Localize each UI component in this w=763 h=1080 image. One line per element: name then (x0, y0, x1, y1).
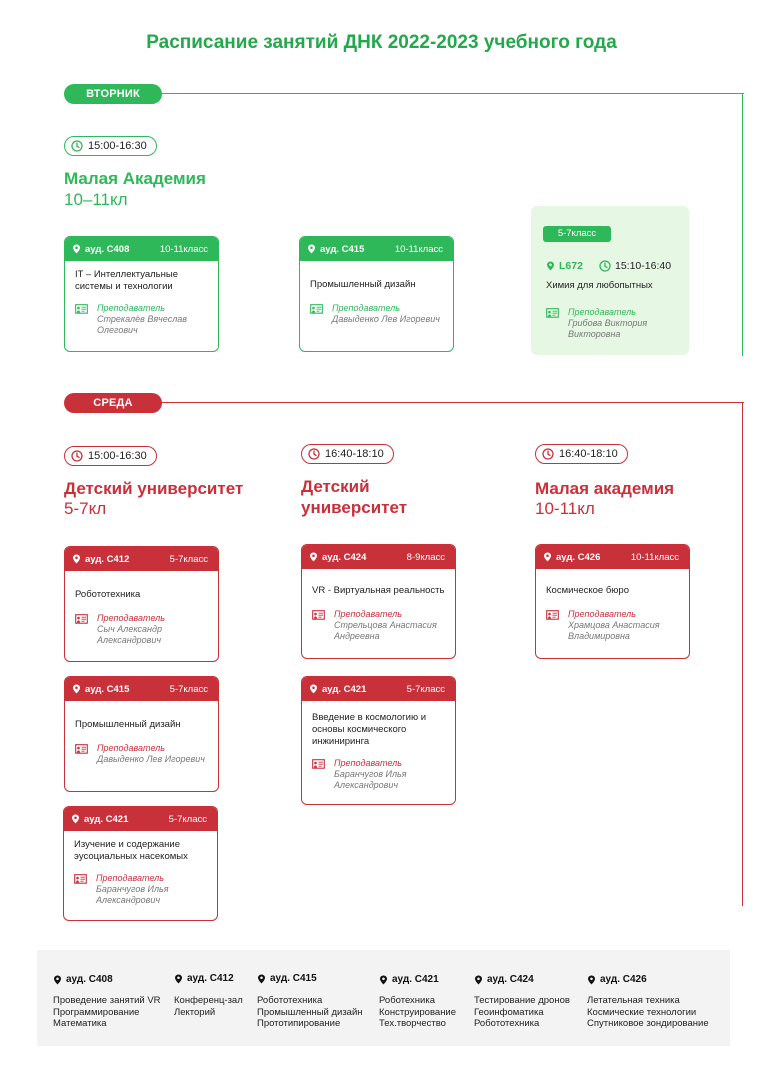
tuesday-rail-horizontal (160, 93, 744, 94)
clock-icon (71, 450, 83, 462)
legend-item: Математика (53, 1018, 107, 1029)
time-text: 15:00-16:30 (88, 450, 147, 462)
legend-item: Роботехника (379, 995, 435, 1006)
location-pin-icon (72, 554, 81, 564)
room-label: ауд. С408 (72, 244, 129, 255)
wednesday-rail-horizontal (160, 402, 744, 403)
time-text: 15:00-16:30 (88, 140, 147, 152)
grade-label: 10-11класс (159, 243, 208, 255)
location-pin-icon (53, 975, 62, 985)
teacher-label: Преподаватель (568, 609, 636, 619)
legend-column (587, 974, 709, 1030)
class-card[interactable] (64, 236, 219, 352)
legend-item: Лекторий (174, 1006, 216, 1018)
class-card[interactable] (299, 236, 454, 352)
teacher-board-icon (312, 610, 325, 621)
card-header (65, 237, 218, 261)
location-pin-icon (587, 975, 596, 985)
time-badge (301, 444, 394, 464)
legend-room: ауд. С424 (474, 974, 570, 985)
teacher-block (310, 303, 443, 325)
subject-title: Химия для любопытных (546, 280, 653, 291)
teacher-label: Преподаватель (334, 609, 402, 619)
location-pin-icon (307, 244, 316, 254)
legend-column (379, 974, 456, 1030)
room-label: ауд. С421 (71, 814, 128, 825)
teacher-label: Преподаватель (96, 873, 164, 883)
room-label: ауд. С415 (72, 684, 129, 695)
card-header (536, 545, 689, 569)
time-label: 15:10-16:40 (599, 260, 671, 272)
subject-title: Промышленный дизайн (310, 279, 416, 290)
time-badge (64, 446, 157, 466)
teacher-name: Стрельцова Анастасия Андреевна (334, 620, 437, 641)
legend-room: ауд. С421 (379, 974, 456, 985)
program-grades: 10-11кл (535, 499, 595, 518)
program-name: Малая академия (535, 479, 675, 498)
teacher-board-icon (75, 744, 88, 755)
teacher-name: Давыденко Лев Игоревич (97, 754, 205, 764)
location-pin-icon (379, 975, 388, 985)
location-pin-icon (474, 975, 483, 985)
subject-title: Введение в космологию и основы космического инжиниринга (312, 712, 427, 747)
teacher-board-icon (75, 614, 88, 625)
class-card[interactable] (535, 544, 690, 659)
time-badge (64, 136, 157, 156)
location-pin-icon (543, 552, 552, 562)
clock-icon (542, 448, 554, 460)
grade-label: 5-7класс (169, 553, 208, 565)
legend-column (174, 973, 243, 1018)
teacher-name: Давыденко Лев Игоревич (332, 314, 440, 324)
legend-item: Проведение занятий VR (53, 995, 161, 1006)
teacher-name: Сыч Александр Александрович (97, 624, 162, 645)
grade-label: 5-7класс (168, 813, 207, 825)
legend-item: Робототехника (257, 995, 323, 1006)
legend-item: Геоинфоматика (474, 1006, 544, 1018)
location-pin-icon (71, 814, 80, 824)
card-header (300, 237, 453, 261)
class-card[interactable] (64, 676, 219, 792)
legend-item: Летательная техника (587, 995, 680, 1006)
teacher-board-icon (546, 308, 559, 319)
teacher-name: Баранчугов Илья Александрович (96, 884, 169, 905)
teacher-board-icon (310, 304, 323, 315)
room-legend (37, 950, 730, 1046)
teacher-board-icon (312, 759, 325, 770)
clock-icon (71, 140, 83, 152)
grade-label: 5-7класс (406, 683, 445, 695)
legend-column (53, 974, 161, 1030)
card-header (302, 677, 455, 701)
location-pin-icon (309, 684, 318, 694)
legend-item: Тех.творчество (379, 1018, 446, 1029)
legend-item: Конструирование (379, 1006, 457, 1018)
location-pin-icon (72, 244, 81, 254)
grade-badge: 5-7класс (543, 226, 611, 242)
teacher-name: Стрекалёв Вячеслав Олегович (97, 314, 187, 335)
teacher-board-icon (74, 874, 87, 885)
special-class-card[interactable] (531, 206, 689, 355)
legend-column (257, 973, 363, 1030)
subject-title: IT – Интеллектуальные системы и технологии (75, 269, 178, 292)
program-name: Малая Академия (64, 169, 206, 188)
grade-label: 5-7класс (169, 683, 208, 695)
legend-item: Спутниковое зондирование (587, 1018, 709, 1029)
teacher-label: Преподаватель (97, 743, 165, 753)
wednesday-rail-vertical (742, 402, 743, 906)
legend-room: ауд. С412 (174, 973, 243, 984)
subject-title: Космическое бюро (546, 585, 629, 596)
grade-label: 10-11класс (630, 551, 679, 563)
room-label: ауд. С424 (309, 552, 366, 563)
legend-item: Космические технологии (587, 1006, 697, 1018)
location-pin-icon (309, 552, 318, 562)
time-text: 16:40-18:10 (559, 448, 618, 460)
card-header (64, 807, 217, 831)
teacher-block (75, 303, 208, 336)
teacher-board-icon (75, 304, 88, 315)
room-label: ауд. С412 (72, 554, 129, 565)
teacher-block (546, 307, 668, 340)
day-label-wednesday: СРЕДА (64, 393, 162, 413)
class-card[interactable] (301, 544, 456, 659)
teacher-name: Храмцова Анастасия Владимировна (568, 620, 660, 641)
subject-title: Изучение и содержание эусоциальных насекомых (74, 839, 188, 862)
teacher-name: Баранчугов Илья Александрович (334, 769, 407, 790)
teacher-block (546, 609, 679, 642)
location-pin-icon (174, 974, 183, 984)
time-badge (535, 444, 628, 464)
room-label: ауд. С426 (543, 552, 600, 563)
teacher-block (312, 609, 445, 642)
page-title: Расписание занятий ДНК 2022-2023 учебного года (146, 32, 617, 53)
location-pin-icon (257, 974, 266, 984)
program-grades: 10–11кл (64, 190, 128, 209)
teacher-block (75, 613, 208, 646)
teacher-board-icon (546, 610, 559, 621)
teacher-block (312, 758, 445, 791)
legend-room: ауд. С426 (587, 974, 709, 985)
program-name: Детский университет (64, 479, 244, 498)
program-grades: 5-7кл (64, 499, 107, 518)
room-label: ауд. С421 (309, 684, 366, 695)
legend-item: Промышленный дизайн (257, 1006, 363, 1018)
card-header (65, 547, 218, 571)
teacher-block (74, 873, 207, 906)
legend-room: ауд. С415 (257, 973, 363, 984)
clock-icon (308, 448, 320, 460)
teacher-label: Преподаватель (332, 303, 400, 313)
location-pin-icon (72, 684, 81, 694)
grade-label: 10-11класс (394, 243, 443, 255)
subject-title: Промышленный дизайн (75, 719, 181, 730)
legend-column (474, 974, 570, 1030)
class-card[interactable] (301, 676, 456, 805)
room-label: ауд. С415 (307, 244, 364, 255)
class-card[interactable] (64, 546, 219, 662)
legend-item: Тестирование дронов (474, 995, 570, 1006)
grade-label: 8-9класс (406, 551, 445, 563)
teacher-name: Грибова Виктория Викторовна (568, 318, 648, 339)
subject-title: VR - Виртуальная реальность (312, 585, 445, 596)
tuesday-rail-vertical (742, 93, 743, 356)
card-header (302, 545, 455, 569)
teacher-block (75, 743, 208, 765)
teacher-label: Преподаватель (97, 613, 165, 623)
teacher-label: Преподаватель (334, 758, 402, 768)
teacher-label: Преподаватель (568, 307, 636, 317)
time-text: 16:40-18:10 (325, 448, 384, 460)
legend-item: Робототехника (474, 1018, 540, 1029)
room-label: L672 (546, 260, 583, 272)
legend-item: Прототипирование (257, 1018, 341, 1029)
clock-icon (599, 260, 611, 272)
legend-room: ауд. С408 (53, 974, 161, 985)
legend-item: Программирование (53, 1006, 140, 1018)
day-label-tuesday: ВТОРНИК (64, 84, 162, 104)
legend-item: Конференц-зал (174, 995, 243, 1006)
card-header (65, 677, 218, 701)
teacher-label: Преподаватель (97, 303, 165, 313)
subject-title: Робототехника (75, 589, 141, 600)
program-name: Детский университет (301, 477, 408, 517)
location-pin-icon (546, 261, 555, 271)
class-card[interactable] (63, 806, 218, 921)
